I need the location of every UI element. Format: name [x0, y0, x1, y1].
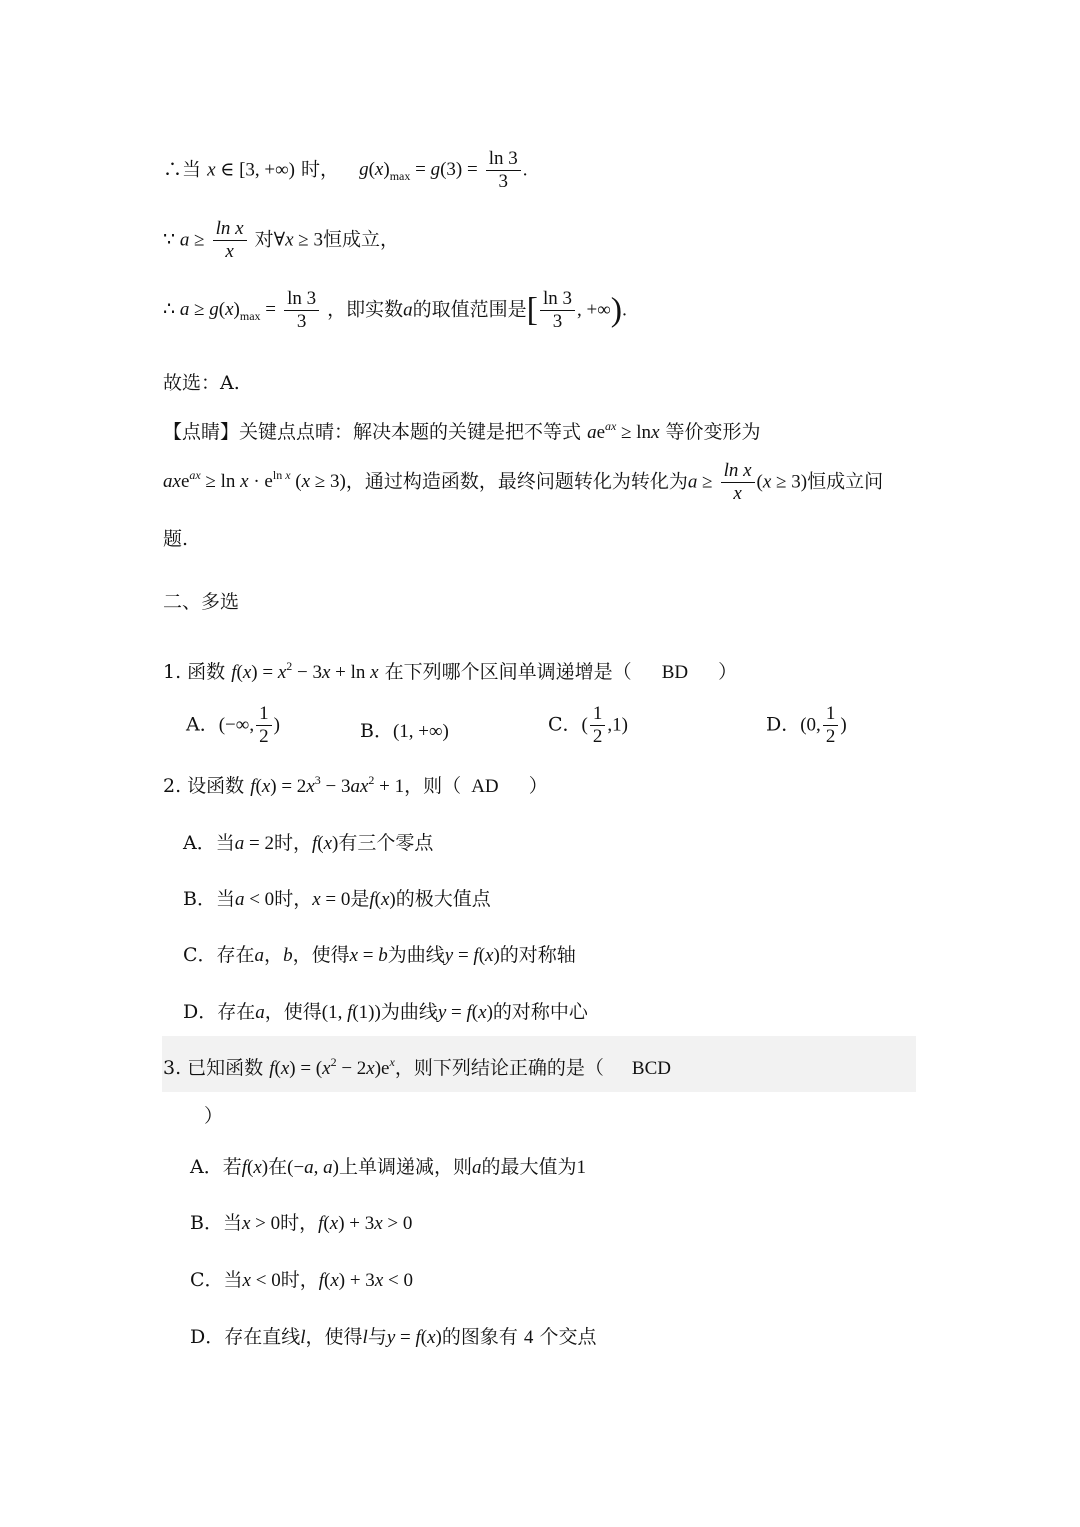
question-3-option-d[interactable]: D．存在直线l，使得l与y = f(x)的图象有 4 个交点	[190, 1326, 597, 1348]
solution-line-3: ∴ $a \ge g(x)_{max}$ = $\frac{\ln 3}{3}$ ，即实数a的取值范围是[ $\frac{\ln 3}{3}$ , +∞).	[163, 288, 627, 332]
question-3-close: ）	[204, 1105, 224, 1127]
half-fraction: $\frac{1}{2}$	[590, 703, 606, 748]
question-3-answer: BCD	[631, 1058, 671, 1079]
question-2-option-a[interactable]: A．当a = 2时，f(x)有三个零点	[183, 832, 434, 854]
tip-line-1: 【点睛】关键点点晴：解决本题的关键是把不等式 $ae^{ax} \ge \ln x$ 等价变形为	[163, 419, 761, 443]
question-2-stem: 2. 设函数 $f(x) = 2x^3 - 3ax^2 + 1$，则（ AD ）	[163, 773, 548, 797]
question-2-option-c[interactable]: C．存在a，b，使得x = b为曲线y = f(x)的对称轴	[183, 944, 576, 966]
question-2-option-d[interactable]: D．存在a，使得(1, f(1))为曲线y = f(x)的对称中心	[183, 1001, 588, 1023]
tip-line-2: $axe^{ax} \ge \ln x \cdot e^{ln x}$ (x ≥ 3)，通过构造函数，最终问题转化为转化为a ≥ $\frac{\text{ln x}}{x}$ (x ≥ 3)恒成立问	[163, 460, 884, 504]
question-2-answer: AD	[471, 776, 499, 797]
question-3-option-c[interactable]: C．当x < 0时，f(x) + 3x < 0	[190, 1269, 413, 1291]
question-1-answer: BD	[661, 662, 689, 683]
question-1-option-d[interactable]: D．(0, $\frac{1}{2}$ )	[766, 703, 847, 747]
fraction-lnx-over-x: $\frac{\text{ln x}}{x}$	[213, 218, 247, 263]
tip-line-3: 题.	[163, 528, 189, 550]
question-1-option-a[interactable]: A．(−∞, $\frac{1}{2}$ )	[186, 703, 280, 747]
question-1-stem: 1. 函数 $f(x) = x^2 - 3x + \ln x$ 在下列哪个区间单调递增是（ BD ）	[163, 659, 738, 683]
solution-answer: 故选：A.	[163, 372, 240, 394]
half-fraction: $\frac{1}{2}$	[256, 703, 272, 748]
fraction-ln3-over-3-b: $\frac{\ln 3}{3}$	[284, 288, 319, 333]
solution-line-2: ∵ a ≥ $\frac{\text{ln x}}{x}$ 对∀x ≥ 3恒成立，	[163, 218, 399, 262]
question-3-stem: 3. 已知函数 $f(x) = (x^2 - 2x)e^x$，则下列结论正确的是（ BCD	[163, 1055, 671, 1079]
tip-fraction: $\frac{\text{ln x}}{x}$	[721, 460, 755, 505]
tip-label: 【点睛】	[163, 421, 240, 443]
solution-line-1: ∴当 x ∈ [3, +∞) 时， $g(x)_{max} = g(3)$ = $\frac{\ln 3}{3}$ .	[163, 148, 528, 192]
question-2-option-b[interactable]: B．当a < 0时，x = 0是f(x)的极大值点	[183, 888, 491, 910]
question-1-option-c[interactable]: C．( $\frac{1}{2}$ ,1)	[548, 703, 628, 747]
question-3-option-a[interactable]: A．若f(x)在(−a, a)上单调递减，则a的最大值为1	[190, 1156, 587, 1178]
half-fraction: $\frac{1}{2}$	[823, 703, 839, 748]
question-3-option-b[interactable]: B．当x > 0时，f(x) + 3x > 0	[190, 1212, 413, 1234]
section-title: 二、多选	[163, 591, 240, 613]
fraction-ln3-over-3: $\frac{\ln 3}{3}$	[486, 148, 521, 193]
interval-fraction: $\frac{\ln 3}{3}$	[540, 288, 575, 333]
question-1-option-b[interactable]: B．(1, +∞)	[360, 720, 449, 742]
